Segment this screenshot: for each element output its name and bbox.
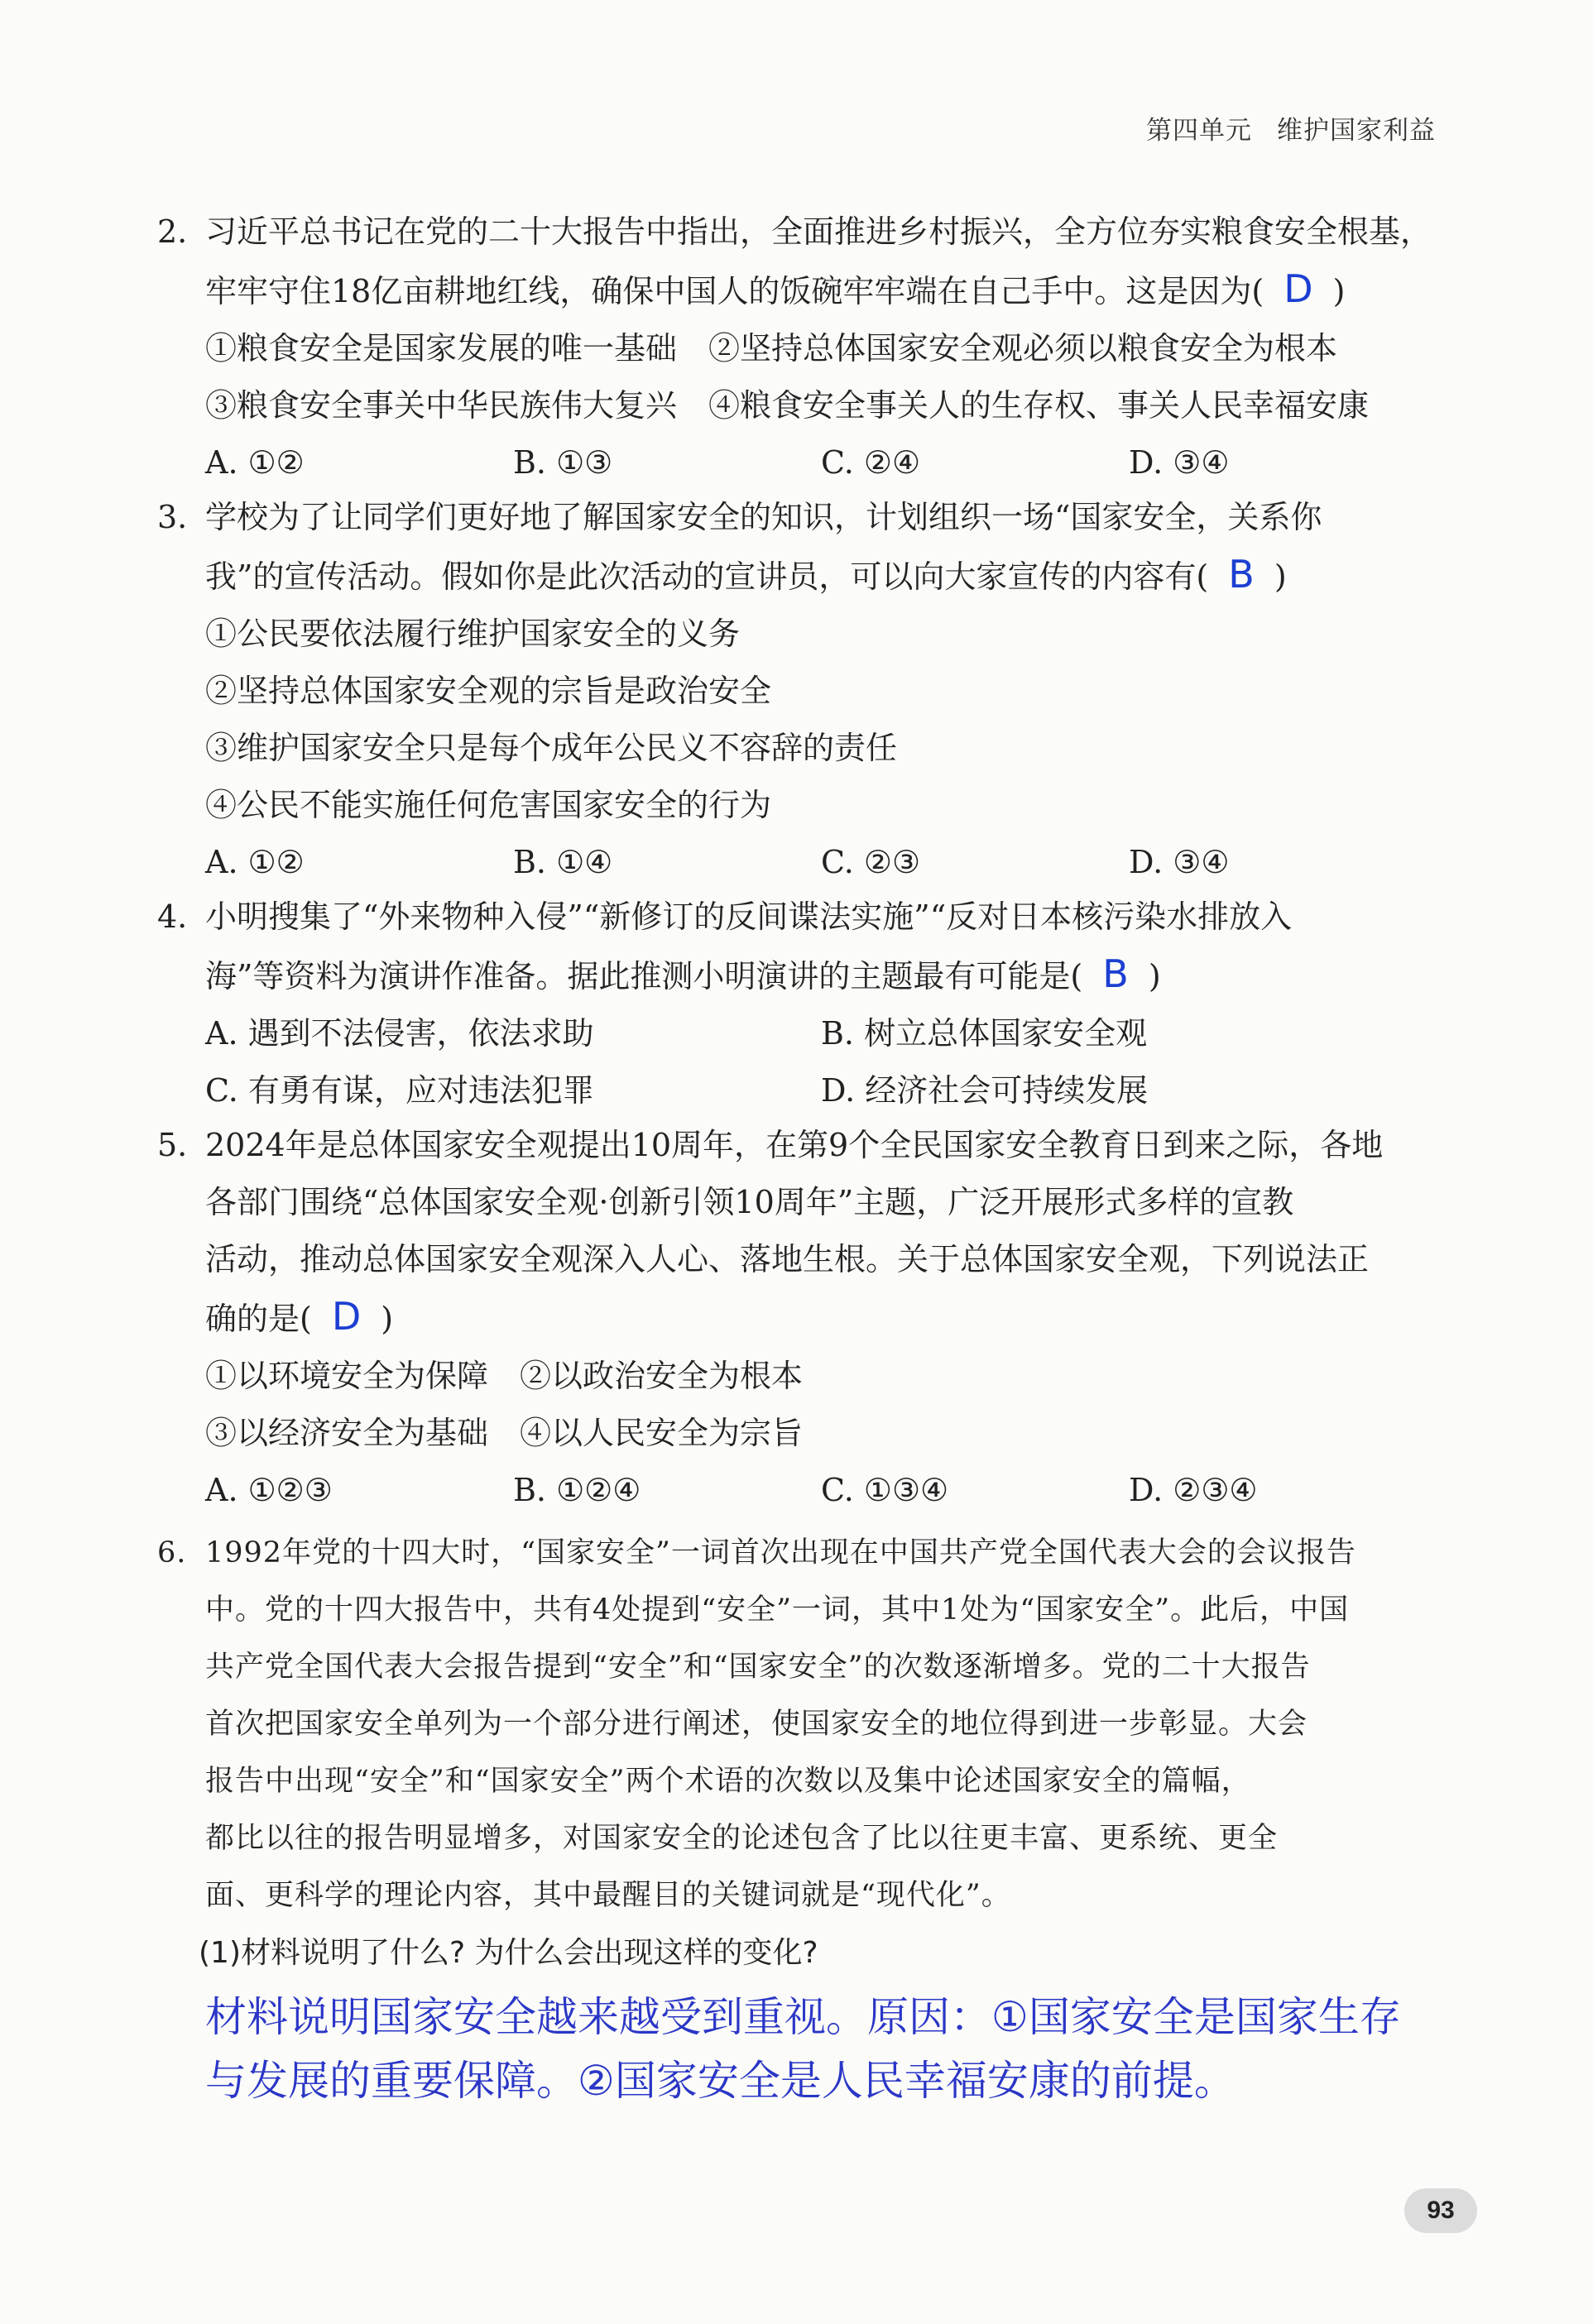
statement-line: ③以经济安全为基础 ④以人民安全为宗旨	[205, 1415, 804, 1451]
material-text: 共产党全国代表大会报告提到“安全”和“国家安全”的次数逐渐增多。党的二十大报告	[205, 1651, 1311, 1684]
option-a: A. 遇到不法侵害，依法求助	[205, 1015, 594, 1052]
answer-options	[205, 1062, 1448, 1119]
answer-options	[205, 834, 1448, 891]
handwritten-answer: B	[1102, 951, 1129, 996]
option-c: C. 有勇有谋，应对违法犯罪	[205, 1072, 594, 1109]
option-a: A. ①②	[205, 844, 305, 880]
question-text: 我”的宣传活动。假如你是此次活动的宣讲员，可以向大家宣传的内容有( B )	[205, 546, 1448, 606]
question-text: 牢牢守住18亿亩耕地红线，确保中国人的饭碗牢牢端在自己手中。这是因为( D )	[205, 261, 1448, 320]
handwritten-answer: D	[331, 1294, 362, 1339]
question-text: 习近平总书记在党的二十大报告中指出，全面推进乡村振兴，全方位夯实粮食安全根基，	[205, 213, 1432, 250]
answer-options	[205, 1462, 1448, 1519]
question-6	[157, 1525, 1448, 1924]
option-b: B. ①②④	[513, 1472, 641, 1508]
unit-title: 维护国家利益	[1277, 116, 1436, 146]
statement-line: ①公民要依法履行维护国家安全的义务	[205, 616, 741, 652]
question-number: 4.	[157, 898, 188, 935]
option-c: C. ②③	[821, 844, 921, 880]
option-c: C. ①③④	[821, 1472, 949, 1508]
question-text: 活动，推动总体国家安全观深入人心、落地生根。关于总体国家安全观，下列说法正	[205, 1241, 1370, 1277]
question-text: 确的是( D )	[205, 1288, 1448, 1348]
material-text: 1992年党的十四大时，“国家安全”一词首次出现在中国共产党全国代表大会的会议报告	[205, 1536, 1356, 1569]
statement-line: ③粮食安全事关中华民族伟大复兴 ④粮食安全事关人的生存权、事关人民幸福安康	[205, 387, 1370, 424]
question-text: 海”等资料为演讲作准备。据此推测小明演讲的主题最有可能是( B )	[205, 946, 1448, 1005]
answer-options	[205, 434, 1448, 491]
question-4	[157, 889, 1448, 1119]
page-number: 93	[1404, 2188, 1477, 2233]
option-b: B. 树立总体国家安全观	[821, 1015, 1148, 1052]
page-header	[1146, 109, 1436, 146]
option-b: B. ①③	[513, 444, 613, 481]
material-text: 中。党的十四大报告中，共有4处提到“安全”一词，其中1处为“国家安全”。此后，中国	[205, 1593, 1350, 1627]
option-d: D. ②③④	[1129, 1472, 1258, 1508]
statement-line: ①以环境安全为保障 ②以政治安全为根本	[205, 1358, 804, 1394]
statement-line: ③维护国家安全只是每个成年公民义不容辞的责任	[205, 730, 898, 766]
question-number: 6.	[157, 1536, 187, 1569]
statement-line: ②坚持总体国家安全观的宗旨是政治安全	[205, 673, 772, 709]
question-text: 学校为了让同学们更好地了解国家安全的知识，计划组织一场“国家安全，关系你	[205, 499, 1322, 535]
option-a: A. ①②	[205, 444, 305, 481]
question-number: 2.	[157, 213, 188, 250]
option-c: C. ②④	[821, 444, 921, 481]
handwritten-answer-block	[205, 1986, 1496, 2113]
material-text: 报告中出现“安全”和“国家安全”两个术语的次数以及集中论述国家安全的篇幅，	[205, 1765, 1251, 1798]
answer-line: 与发展的重要保障。②国家安全是人民幸福安康的前提。	[205, 2057, 1236, 2105]
question-5	[157, 1117, 1448, 1519]
question-3	[157, 489, 1448, 891]
option-a: A. ①②③	[205, 1472, 333, 1508]
question-number: 5.	[157, 1127, 188, 1163]
question-number: 3.	[157, 499, 188, 535]
answer-options	[205, 1005, 1448, 1062]
option-d: D. 经济社会可持续发展	[821, 1072, 1149, 1109]
option-b: B. ①④	[513, 844, 613, 880]
answer-line: 材料说明国家安全越来越受到重视。原因：①国家安全是国家生存	[205, 1993, 1401, 2041]
question-text: 小明搜集了“外来物种入侵”“新修订的反间谍法实施”“反对日本核污染水排放入	[205, 898, 1293, 935]
material-text: 首次把国家安全单列为一个部分进行阐述，使国家安全的地位得到进一步彰显。大会	[205, 1708, 1308, 1741]
option-d: D. ③④	[1129, 844, 1230, 880]
statement-line: ①粮食安全是国家发展的唯一基础 ②坚持总体国家安全观必须以粮食安全为根本	[205, 330, 1338, 367]
material-text: 面、更科学的理论内容，其中最醒目的关键词就是“现代化”。	[205, 1879, 1011, 1912]
question-2	[157, 204, 1448, 491]
handwritten-answer: B	[1228, 552, 1255, 597]
question-text: 各部门围绕“总体国家安全观·创新引领10周年”主题，广泛开展形式多样的宣教	[205, 1184, 1294, 1220]
statement-line: ④公民不能实施任何危害国家安全的行为	[205, 787, 772, 823]
material-text: 都比以往的报告明显增多，对国家安全的论述包含了比以往更丰富、更系统、更全	[205, 1822, 1279, 1855]
option-d: D. ③④	[1129, 444, 1230, 481]
sub-question-1: (1)材料说明了什么? 为什么会出现这样的变化?	[199, 1936, 818, 1970]
handwritten-answer: D	[1284, 266, 1313, 311]
unit-label: 第四单元	[1146, 116, 1252, 146]
question-text: 2024年是总体国家安全观提出10周年，在第9个全民国家安全教育日到来之际，各地	[205, 1127, 1384, 1163]
